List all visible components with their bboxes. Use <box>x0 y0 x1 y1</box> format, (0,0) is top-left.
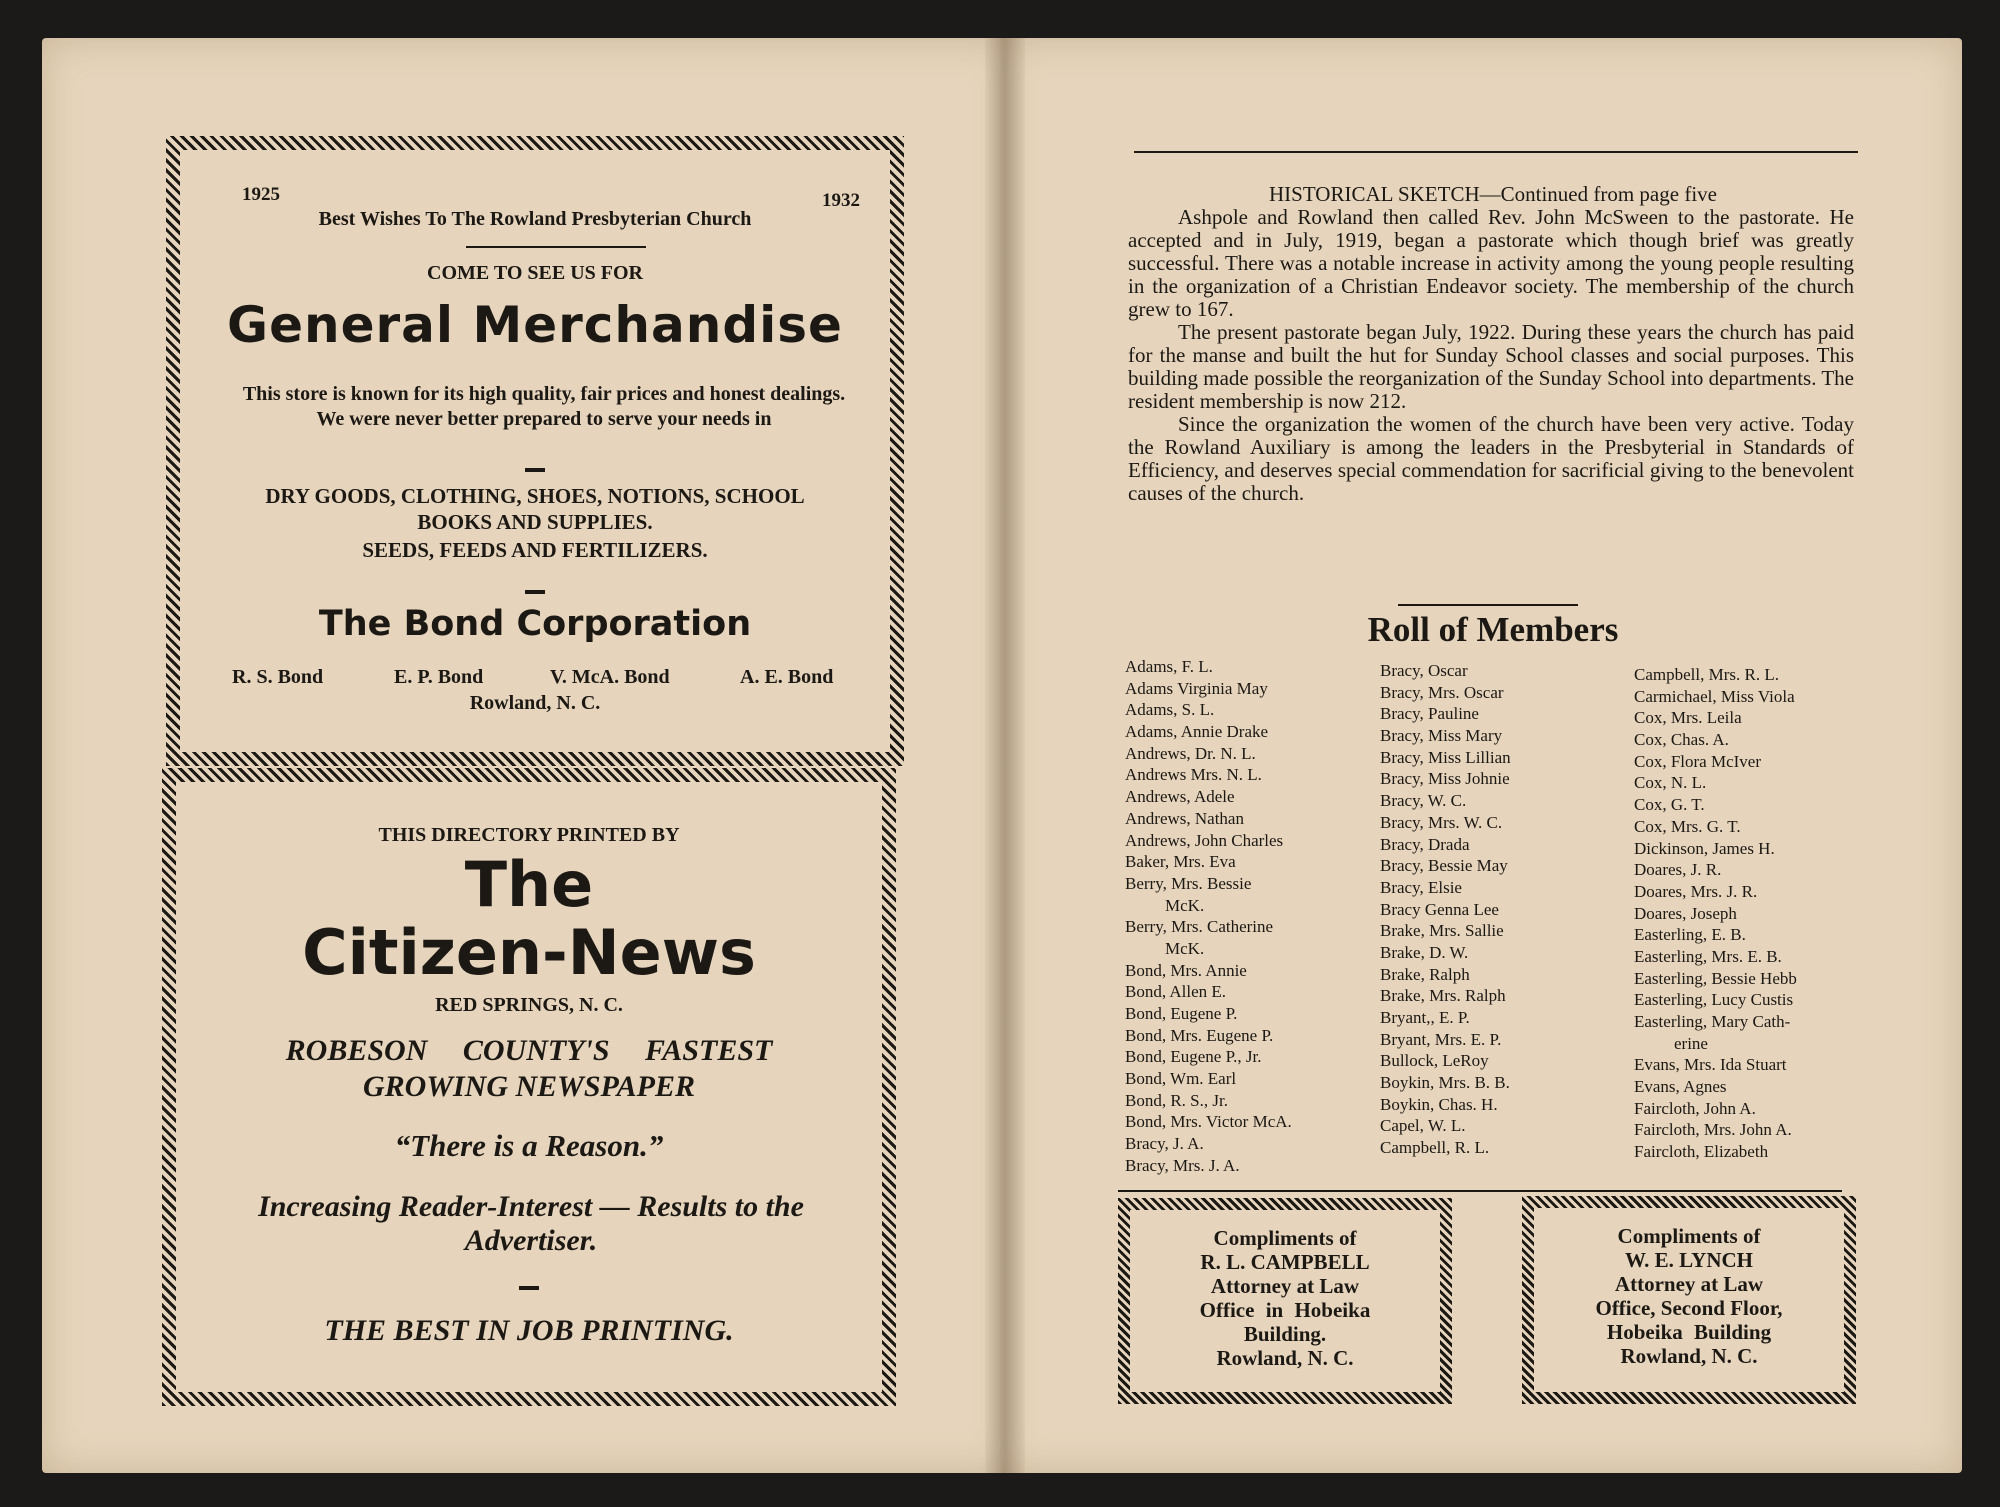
partner-4: A. E. Bond <box>740 666 834 688</box>
citizen-news-ad <box>162 768 896 1406</box>
member-name: Andrews, Adele <box>1125 787 1235 807</box>
company-name: The Bond Corporation <box>318 604 752 644</box>
member-name: Brake, D. W. <box>1380 942 1469 962</box>
member-name: Cox, Chas. A. <box>1634 730 1729 750</box>
member-name: Dickinson, James H. <box>1634 838 1775 858</box>
member-name: Brake, Ralph <box>1380 964 1470 984</box>
year-left: 1925 <box>242 184 280 205</box>
member-name: Easterling, Lucy Custis <box>1634 990 1794 1010</box>
lynch-line-6: Rowland, N. C. <box>1620 1344 1758 1368</box>
member-name: Bracy, W. C. <box>1380 791 1467 811</box>
member-name: Bracy Genna Lee <box>1380 899 1499 919</box>
campbell-line-6: Rowland, N. C. <box>1216 1346 1354 1370</box>
member-name: Bond, Allen E. <box>1125 982 1227 1002</box>
divider <box>466 246 646 248</box>
campbell-line-3: Attorney at Law <box>1210 1274 1360 1298</box>
historical-sketch <box>1128 206 1854 505</box>
member-name: Berry, Mrs. Catherine <box>1125 917 1274 937</box>
member-name-continued: McK. <box>1165 938 1205 958</box>
location: Rowland, N. C. <box>469 692 601 714</box>
member-name: Andrews, Nathan <box>1125 808 1244 828</box>
member-name: Bond, Eugene P., Jr. <box>1125 1047 1262 1067</box>
members-column-1 <box>1125 656 1292 1177</box>
member-name: Easterling, E. B. <box>1634 925 1746 945</box>
separator <box>519 1286 539 1290</box>
member-name: Bracy, Mrs. J. A. <box>1125 1155 1240 1175</box>
member-name: Bracy, Pauline <box>1380 704 1479 724</box>
goods-line-2: BOOKS AND SUPPLIES. <box>417 510 653 534</box>
goods-line-3: SEEDS, FEEDS AND FERTILIZERS. <box>362 538 708 562</box>
member-name: Cox, Mrs. G. T. <box>1634 816 1741 836</box>
campbell-line-2: R. L. CAMPBELL <box>1200 1250 1370 1274</box>
sketch-heading: HISTORICAL SKETCH—Continued from page five <box>1269 182 1717 206</box>
member-name-continued: erine <box>1674 1033 1708 1053</box>
member-name: Bullock, LeRoy <box>1380 1051 1489 1071</box>
campbell-line-5: Building. <box>1243 1322 1327 1346</box>
member-name: Faircloth, John A. <box>1634 1098 1756 1118</box>
member-name: Bryant, Mrs. E. P. <box>1380 1029 1502 1049</box>
member-name: Bracy, J. A. <box>1125 1134 1204 1154</box>
member-name: Bryant,, E. P. <box>1380 1008 1470 1027</box>
job-printing: THE BEST IN JOB PRINTING. <box>324 1314 734 1347</box>
separator <box>525 468 545 472</box>
roll-rule <box>1398 604 1578 606</box>
member-name: Bracy, Drada <box>1380 834 1470 854</box>
lynch-line-5: Hobeika Building <box>1606 1320 1772 1344</box>
member-name: Adams, S. L. <box>1125 700 1215 720</box>
newspaper-name-1: The <box>464 848 594 921</box>
lynch-ad <box>1522 1196 1856 1404</box>
member-name: Boykin, Mrs. B. B. <box>1380 1073 1510 1093</box>
bond-corporation-ad <box>166 136 904 766</box>
member-name: Bond, Eugene P. <box>1125 1004 1238 1023</box>
roll-title: Roll of Members <box>1367 610 1619 649</box>
campbell-line-1: Compliments of <box>1213 1226 1357 1250</box>
member-name: Faircloth, Elizabeth <box>1634 1142 1769 1162</box>
member-name: Doares, Mrs. J. R. <box>1634 881 1758 901</box>
member-name: Bracy, Miss Mary <box>1380 726 1503 746</box>
member-name: Bracy, Oscar <box>1380 661 1468 680</box>
goods-line-1: DRY GOODS, CLOTHING, SHOES, NOTIONS, SCHOOL <box>265 484 805 508</box>
member-name: Evans, Agnes <box>1634 1077 1727 1097</box>
member-name: Faircloth, Mrs. John A. <box>1634 1120 1792 1140</box>
campbell-ad <box>1118 1198 1452 1404</box>
headline: General Merchandise <box>227 296 843 354</box>
campbell-line-4: Office in Hobeika <box>1199 1298 1371 1322</box>
member-name: Adams Virginia May <box>1125 678 1268 698</box>
member-name: Andrews Mrs. N. L. <box>1125 765 1262 785</box>
year-right: 1932 <box>822 190 860 211</box>
member-name: Evans, Mrs. Ida Stuart <box>1634 1055 1787 1075</box>
member-name: Bracy, Elsie <box>1380 877 1462 897</box>
store-description: This store is known for its high quality, fair prices and honest dealings. We were never better prepared to serve your needs in <box>242 383 846 430</box>
member-name: Bond, Mrs. Eugene P. <box>1125 1025 1274 1045</box>
member-name: Bracy, Mrs. W. C. <box>1380 812 1503 832</box>
member-name: Bracy, Miss Lillian <box>1380 747 1511 767</box>
member-name: Bracy, Miss Johnie <box>1380 769 1510 789</box>
member-name: Andrews, John Charles <box>1125 830 1284 850</box>
slogan-line-2: GROWING NEWSPAPER <box>362 1070 695 1103</box>
paragraph-2: The present pastorate began July, 1922. During these years the church has paid for the manse and built the hut for Sunday School classes and social purposes. This building made possible the reorganization of the Sunday School into departments. The resident membership is now 212. <box>1128 320 1854 413</box>
member-name: Bracy, Mrs. Oscar <box>1380 682 1504 702</box>
lynch-line-4: Office, Second Floor, <box>1595 1296 1783 1320</box>
member-name: Capel, W. L. <box>1380 1116 1466 1136</box>
member-name: Adams, F. L. <box>1125 657 1213 676</box>
member-name: Brake, Mrs. Sallie <box>1380 921 1504 941</box>
quote: “There is a Reason.” <box>394 1128 664 1163</box>
member-name: Campbell, R. L. <box>1380 1138 1490 1158</box>
member-name: Berry, Mrs. Bessie <box>1125 873 1252 893</box>
member-name: Bond, Wm. Earl <box>1125 1069 1237 1089</box>
lynch-line-1: Compliments of <box>1617 1224 1761 1248</box>
paragraph-1: Ashpole and Rowland then called Rev. John McSween to the pastorate. He accepted and in July, 1919, began a pastorate which though brief was greatly successful. There was a notable increase in activity among the young people resulting in the organization of a Christian Endeavor society. The membership of the church grew to 167. <box>1128 205 1854 321</box>
member-name: Carmichael, Miss Viola <box>1634 686 1795 706</box>
member-name: Doares, J. R. <box>1634 860 1722 880</box>
printed-by: THIS DIRECTORY PRINTED BY <box>378 824 680 846</box>
lynch-line-3: Attorney at Law <box>1614 1272 1764 1296</box>
come-to-see: COME TO SEE US FOR <box>427 262 643 284</box>
tagline: Increasing Reader-Interest — Results to the Advertiser. <box>258 1190 804 1257</box>
member-name: Bond, R. S., Jr. <box>1125 1090 1228 1110</box>
member-name: Brake, Mrs. Ralph <box>1380 986 1506 1006</box>
member-name: Easterling, Mrs. E. B. <box>1634 946 1782 966</box>
members-column-3 <box>1634 664 1797 1163</box>
member-name: Cox, Flora McIver <box>1634 751 1762 771</box>
member-name: Bracy, Bessie May <box>1380 856 1508 876</box>
paragraph-3: Since the organization the women of the church have been very active. Today the Rowland Auxiliary is among the leaders in the Presbyterial in Standards of Efficiency, and deserves special commendation for sacrificial giving to the benevolent causes of the church. <box>1128 412 1854 505</box>
member-name: Cox, N. L. <box>1634 773 1707 793</box>
slogan-line-1: ROBESON COUNTY'S FASTEST <box>285 1034 773 1067</box>
partner-3: V. McA. Bond <box>550 666 670 688</box>
member-name: Cox, G. T. <box>1634 795 1705 815</box>
lynch-line-2: W. E. LYNCH <box>1625 1248 1753 1272</box>
bottom-rule <box>1118 1190 1842 1192</box>
member-name: Boykin, Chas. H. <box>1380 1094 1498 1114</box>
newspaper-name-2: Citizen-News <box>302 916 756 989</box>
member-name: Easterling, Mary Cath- <box>1634 1012 1791 1031</box>
separator <box>525 590 545 594</box>
member-name-continued: McK. <box>1165 895 1205 915</box>
member-name: Cox, Mrs. Leila <box>1634 708 1742 728</box>
member-name: Campbell, Mrs. R. L. <box>1634 665 1779 684</box>
newspaper-location: RED SPRINGS, N. C. <box>435 994 623 1016</box>
member-name: Bond, Mrs. Victor McA. <box>1125 1112 1292 1132</box>
member-name: Baker, Mrs. Eva <box>1125 852 1236 872</box>
greeting: Best Wishes To The Rowland Presbyterian Church <box>318 208 752 230</box>
members-column-2 <box>1380 660 1511 1159</box>
member-name: Adams, Annie Drake <box>1125 722 1269 742</box>
member-name: Easterling, Bessie Hebb <box>1634 968 1797 988</box>
binding-gutter <box>985 38 1025 1473</box>
member-name: Bond, Mrs. Annie <box>1125 960 1247 980</box>
member-name: Andrews, Dr. N. L. <box>1125 743 1256 763</box>
top-rule <box>1134 151 1858 153</box>
partner-2: E. P. Bond <box>394 666 484 688</box>
member-name: Doares, Joseph <box>1634 903 1737 923</box>
partner-1: R. S. Bond <box>232 666 324 688</box>
